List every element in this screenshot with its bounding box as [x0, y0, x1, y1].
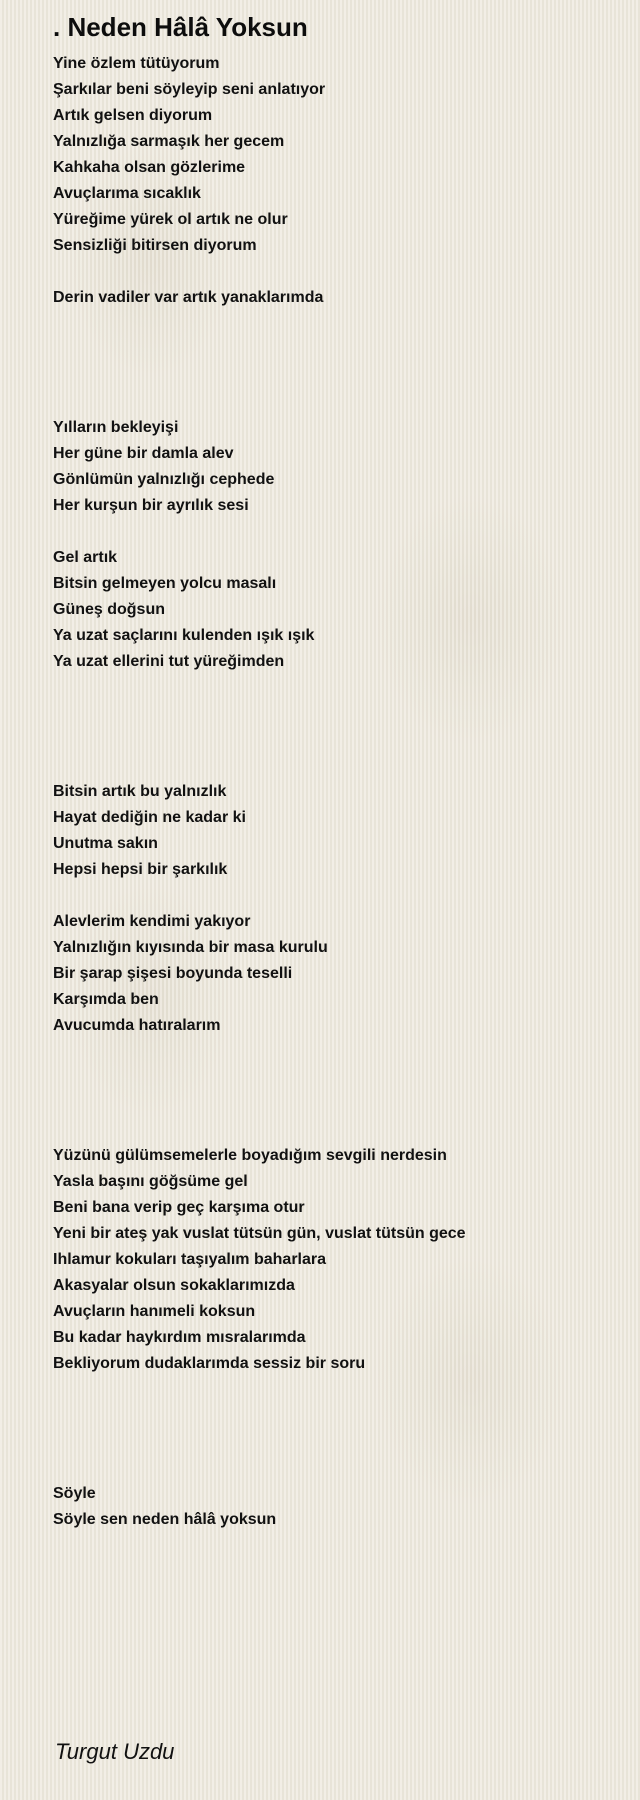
poem-line: Yüreğime yürek ol artık ne olur: [53, 211, 288, 228]
poem-line: Bekliyorum dudaklarımda sessiz bir soru: [53, 1355, 366, 1372]
poem-line: Gönlümün yalnızlığı cephede: [53, 471, 275, 488]
poem-line: Ya uzat ellerini tut yüreğimden: [53, 653, 285, 670]
poem-title: . Neden Hâlâ Yoksun: [53, 12, 308, 42]
poem-line: Her kurşun bir ayrılık sesi: [53, 497, 249, 514]
poem-line: Söyle sen neden hâlâ yoksun: [53, 1511, 277, 1528]
poem-line: Yılların bekleyişi: [53, 419, 179, 436]
poem-line: Bu kadar haykırdım mısralarımda: [53, 1329, 306, 1346]
poem-stanza: [53, 1143, 613, 1377]
poem-stanza: [53, 545, 613, 675]
poem-line: Derin vadiler var artık yanaklarımda: [53, 289, 324, 306]
poem-line: Unutma sakın: [53, 835, 158, 852]
poem-line: Söyle: [53, 1485, 96, 1502]
poem-line: Bitsin gelmeyen yolcu masalı: [53, 575, 277, 592]
poem-line: Yüzünü gülümsemelerle boyadığım sevgili nerdesin: [53, 1147, 447, 1164]
poem-line: Güneş doğsun: [53, 601, 165, 618]
poem-line: Bir şarap şişesi boyunda teselli: [53, 965, 293, 982]
poem-stanza: [53, 779, 613, 883]
poem-line: Hayat dediğin ne kadar ki: [53, 809, 246, 826]
poem-stanza: [53, 51, 613, 259]
poem-line: Gel artık: [53, 549, 118, 566]
poem-line: Akasyalar olsun sokaklarımızda: [53, 1277, 295, 1294]
poem-line: Avuçlarıma sıcaklık: [53, 185, 201, 202]
poem-line: Beni bana verip geç karşıma otur: [53, 1199, 305, 1216]
poem-line: Avuçların hanımeli koksun: [53, 1303, 256, 1320]
author-signature[interactable]: Turgut Uzdu: [55, 1739, 175, 1764]
poem-container: [53, 0, 613, 1533]
poem-line: Avucumda hatıralarım: [53, 1017, 221, 1034]
poem-line: Yeni bir ateş yak vuslat tütsün gün, vuslat tütsün gece: [53, 1225, 466, 1242]
poem-line: Bitsin artık bu yalnızlık: [53, 783, 227, 800]
poem-line: Yalnızlığın kıyısında bir masa kurulu: [53, 939, 328, 956]
poem-line: Yine özlem tütüyorum: [53, 55, 220, 72]
poem-stanza: [53, 909, 613, 1039]
poem-line: Ya uzat saçlarını kulenden ışık ışık: [53, 627, 315, 644]
poem-line: Karşımda ben: [53, 991, 159, 1008]
poem-line: Yalnızlığa sarmaşık her gecem: [53, 133, 285, 150]
poem-stanza: [53, 285, 613, 311]
poem-stanza: [53, 1481, 613, 1533]
poem-line: Yasla başını göğsüme gel: [53, 1173, 248, 1190]
poem-line: Alevlerim kendimi yakıyor: [53, 913, 251, 930]
poem-line: Hepsi hepsi bir şarkılık: [53, 861, 228, 878]
poem-line: Ihlamur kokuları taşıyalım baharlara: [53, 1251, 327, 1268]
poem-line: Her güne bir damla alev: [53, 445, 234, 462]
poem-line: Artık gelsen diyorum: [53, 107, 213, 124]
poem-line: Sensizliği bitirsen diyorum: [53, 237, 257, 254]
poem-line: Şarkılar beni söyleyip seni anlatıyor: [53, 81, 326, 98]
poem-line: Kahkaha olsan gözlerime: [53, 159, 246, 176]
poem-body: [53, 51, 613, 1533]
poem-stanza: [53, 415, 613, 519]
